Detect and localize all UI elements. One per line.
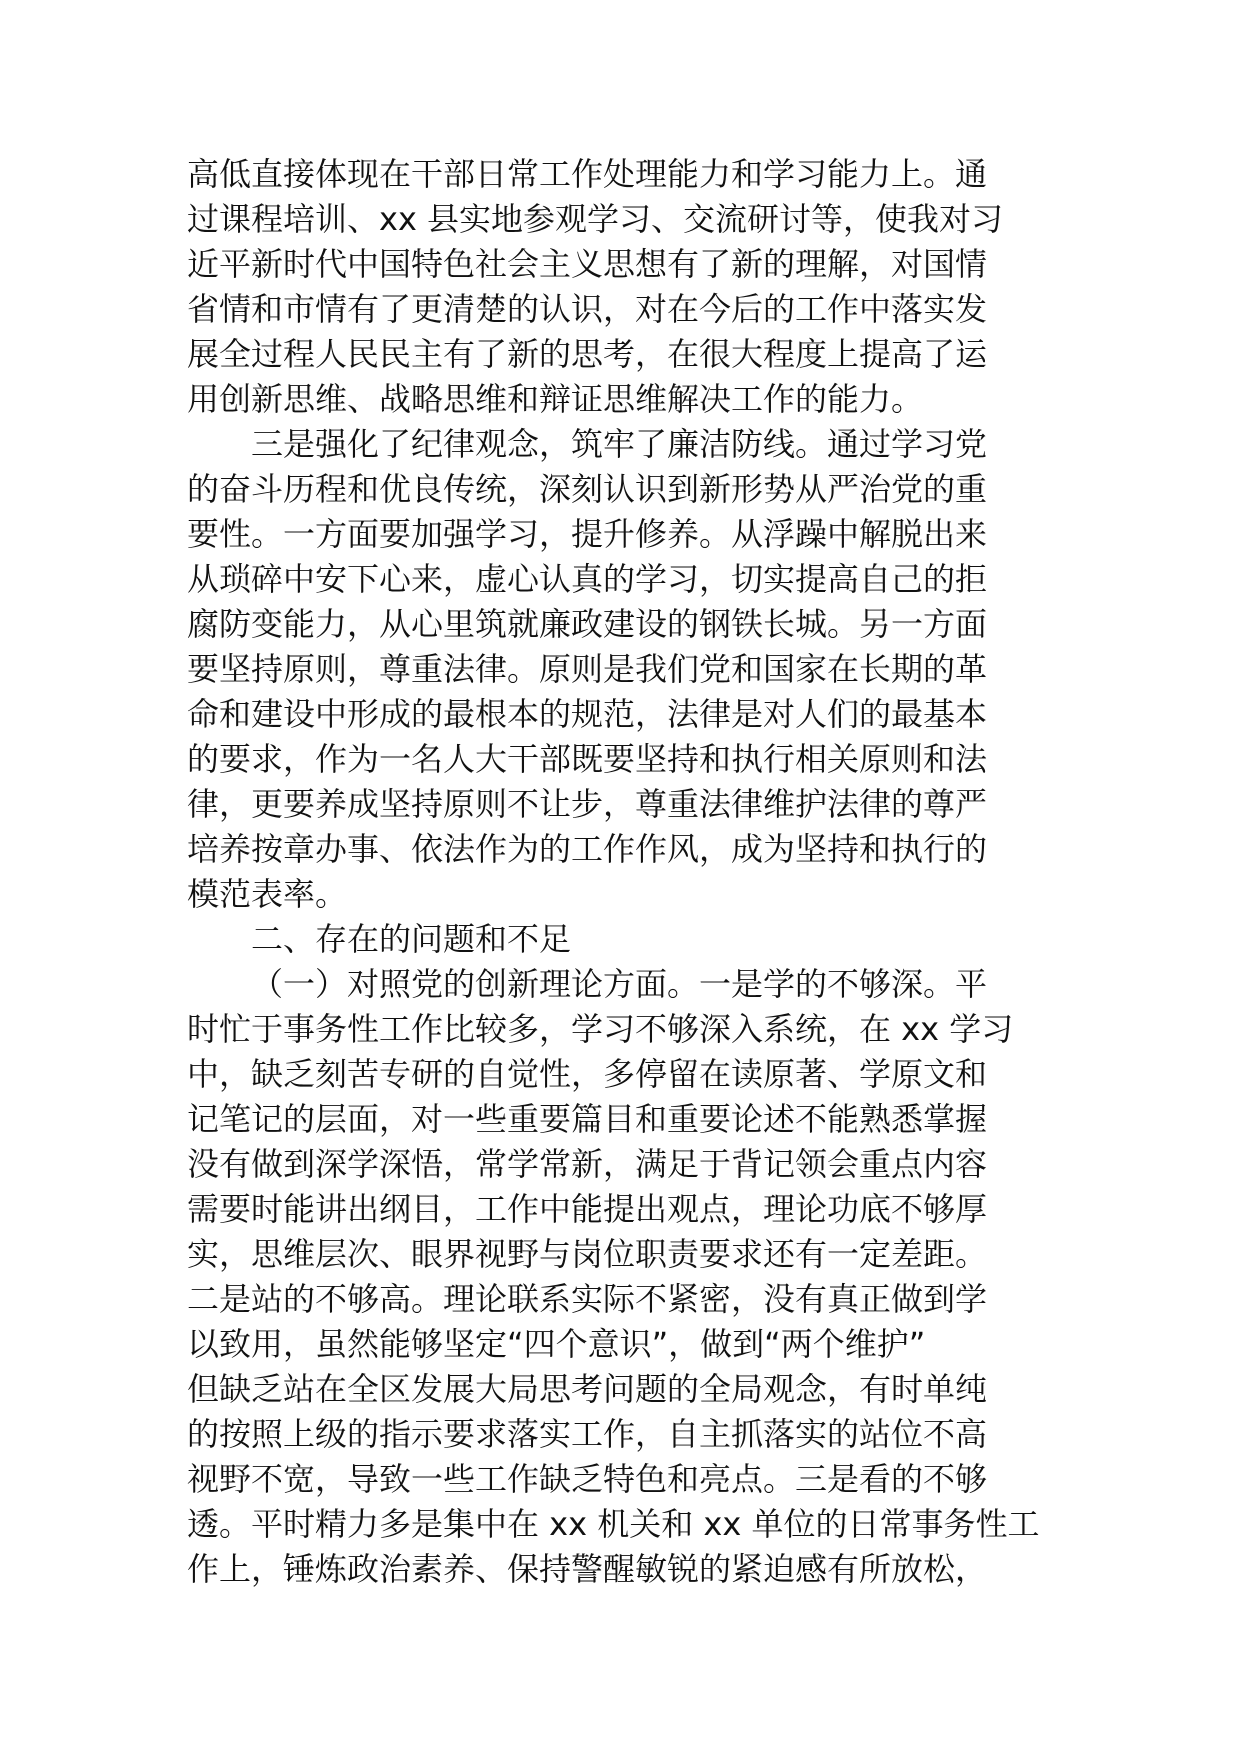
text-line: 二是站的不够高。理论联系实际不紧密，没有真正做到学 bbox=[187, 1280, 988, 1318]
paragraph-start-line: 三是强化了纪律观念，筑牢了廉洁防线。通过学习党 bbox=[251, 425, 988, 463]
text-line: 近平新时代中国特色社会主义思想有了新的理解，对国情 bbox=[187, 245, 988, 283]
text-line: 的奋斗历程和优良传统，深刻认识到新形势从严治党的重 bbox=[187, 470, 988, 508]
text-line: 但缺乏站在全区发展大局思考问题的全局观念，有时单纯 bbox=[187, 1370, 988, 1408]
text-line: 时忙于事务性工作比较多，学习不够深入系统，在 xx 学习 bbox=[187, 1010, 1014, 1048]
text-line: 省情和市情有了更清楚的认识，对在今后的工作中落实发 bbox=[187, 290, 988, 328]
text-line: 的按照上级的指示要求落实工作，自主抓落实的站位不高 bbox=[187, 1415, 988, 1453]
text-line: 作上，锤炼政治素养、保持警醒敏锐的紧迫感有所放松， bbox=[187, 1550, 988, 1588]
text-line: 视野不宽，导致一些工作缺乏特色和亮点。三是看的不够 bbox=[187, 1460, 988, 1498]
text-line: 展全过程人民民主有了新的思考，在很大程度上提高了运 bbox=[187, 335, 988, 373]
text-line: 透。平时精力多是集中在 xx 机关和 xx 单位的日常事务性工 bbox=[187, 1505, 1040, 1543]
paragraph-start-line: （一）对照党的创新理论方面。一是学的不够深。平 bbox=[251, 965, 988, 1003]
text-line: 记笔记的层面，对一些重要篇目和重要论述不能熟悉掌握 bbox=[187, 1100, 988, 1138]
text-line: 培养按章办事、依法作为的工作作风，成为坚持和执行的 bbox=[187, 830, 988, 868]
text-line: 用创新思维、战略思维和辩证思维解决工作的能力。 bbox=[187, 380, 924, 418]
text-line: 要坚持原则，尊重法律。原则是我们党和国家在长期的革 bbox=[187, 650, 988, 688]
text-line: 中，缺乏刻苦专研的自觉性，多停留在读原著、学原文和 bbox=[187, 1055, 988, 1093]
text-line: 实，思维层次、眼界视野与岗位职责要求还有一定差距。 bbox=[187, 1235, 988, 1273]
text-line: 的要求，作为一名人大干部既要坚持和执行相关原则和法 bbox=[187, 740, 988, 778]
text-line: 高低直接体现在干部日常工作处理能力和学习能力上。通 bbox=[187, 155, 988, 193]
text-line: 需要时能讲出纲目，工作中能提出观点，理论功底不够厚 bbox=[187, 1190, 988, 1228]
text-line: 从琐碎中安下心来，虚心认真的学习，切实提高自己的拒 bbox=[187, 560, 988, 598]
text-line: 模范表率。 bbox=[187, 875, 348, 913]
text-line: 过课程培训、xx 县实地参观学习、交流研讨等，使我对习 bbox=[187, 200, 1004, 238]
section-heading: 二、存在的问题和不足 bbox=[251, 920, 572, 958]
text-line: 律，更要养成坚持原则不让步，尊重法律维护法律的尊严 bbox=[187, 785, 988, 823]
text-line: 没有做到深学深悟，常学常新，满足于背记领会重点内容 bbox=[187, 1145, 988, 1183]
text-line: 以致用，虽然能够坚定“四个意识”，做到“两个维护” bbox=[187, 1325, 926, 1363]
text-line: 腐防变能力，从心里筑就廉政建设的钢铁长城。另一方面 bbox=[187, 605, 988, 643]
text-line: 命和建设中形成的最根本的规范，法律是对人们的最基本 bbox=[187, 695, 988, 733]
text-line: 要性。一方面要加强学习，提升修养。从浮躁中解脱出来 bbox=[187, 515, 988, 553]
